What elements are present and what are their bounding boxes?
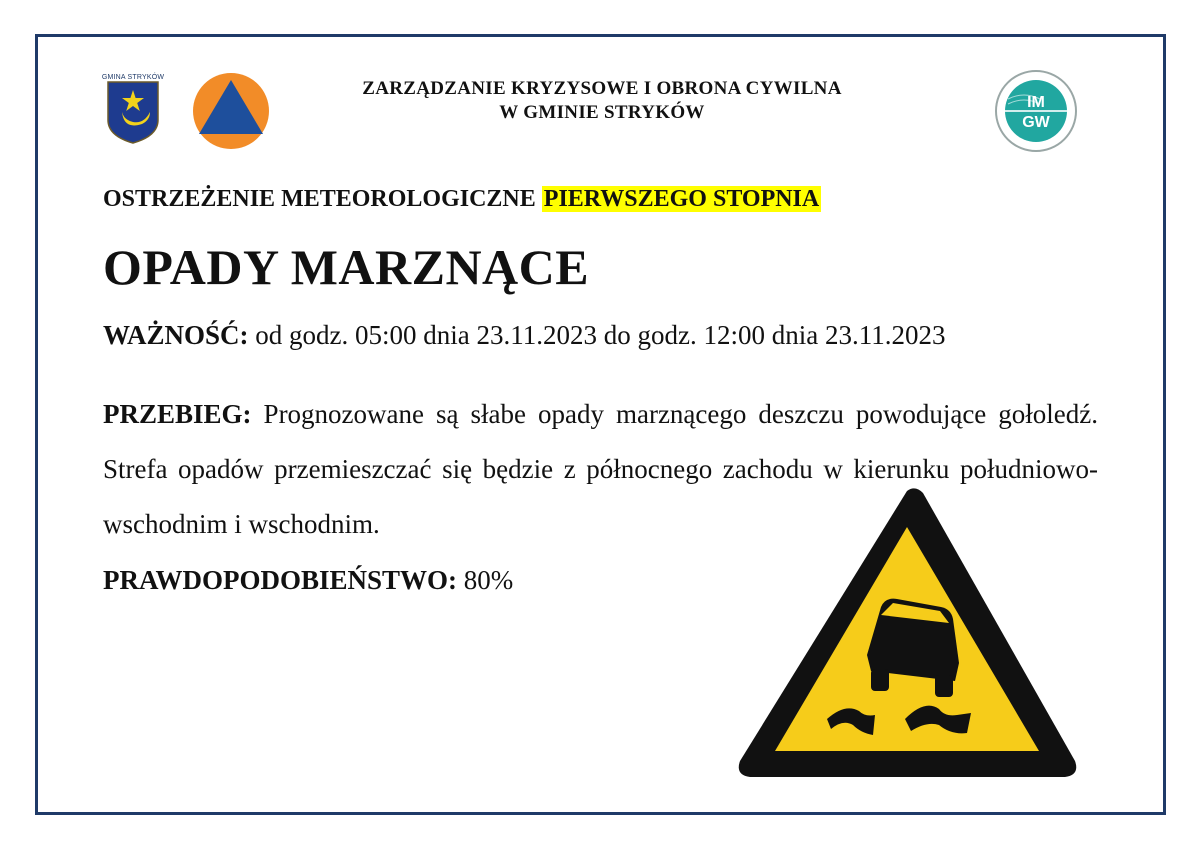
header-title [300, 77, 904, 125]
slippery-road-sign-icon [735, 485, 1080, 780]
civil-defense-triangle-icon [192, 72, 270, 150]
warning-type: OSTRZEŻENIE METEOROLOGICZNE [103, 186, 536, 212]
warning-level [103, 186, 821, 213]
course-value: Prognozowane są słabe opady marznącego deszczu powodujące gołoledź. Strefa opadów przemieszczać się będzie z północnego zachodu w kierunku południowo-wschodnim i wschodnim. [103, 399, 1099, 539]
svg-text:GW: GW [1022, 114, 1050, 131]
probability-label: PRAWDOPODOBIEŃSTWO: [103, 565, 458, 595]
imgw-logo-icon [994, 69, 1078, 153]
header-title-line2: W GMINIE STRYKÓW [499, 102, 705, 123]
course-label: PRZEBIEG: [103, 399, 252, 429]
validity-value: od godz. 05:00 dnia 23.11.2023 do godz. 12:00 dnia 23.11.2023 [255, 320, 946, 350]
imgw-logo-text: IM [1027, 94, 1045, 111]
header-title-line1: ZARZĄDZANIE KRYZYSOWE I OBRONA CYWILNA [362, 78, 842, 99]
phenomenon-title: OPADY MARZNĄCE [103, 239, 590, 295]
warning-degree: PIERWSZEGO STOPNIA [543, 186, 820, 212]
gmina-crest-icon [106, 72, 160, 144]
crest-label: GMINA STRYKÓW [101, 74, 165, 81]
validity-row [103, 320, 945, 351]
probability-row [103, 565, 513, 596]
validity-label: WAŻNOŚĆ: [103, 320, 249, 350]
probability-value: 80% [463, 565, 514, 595]
